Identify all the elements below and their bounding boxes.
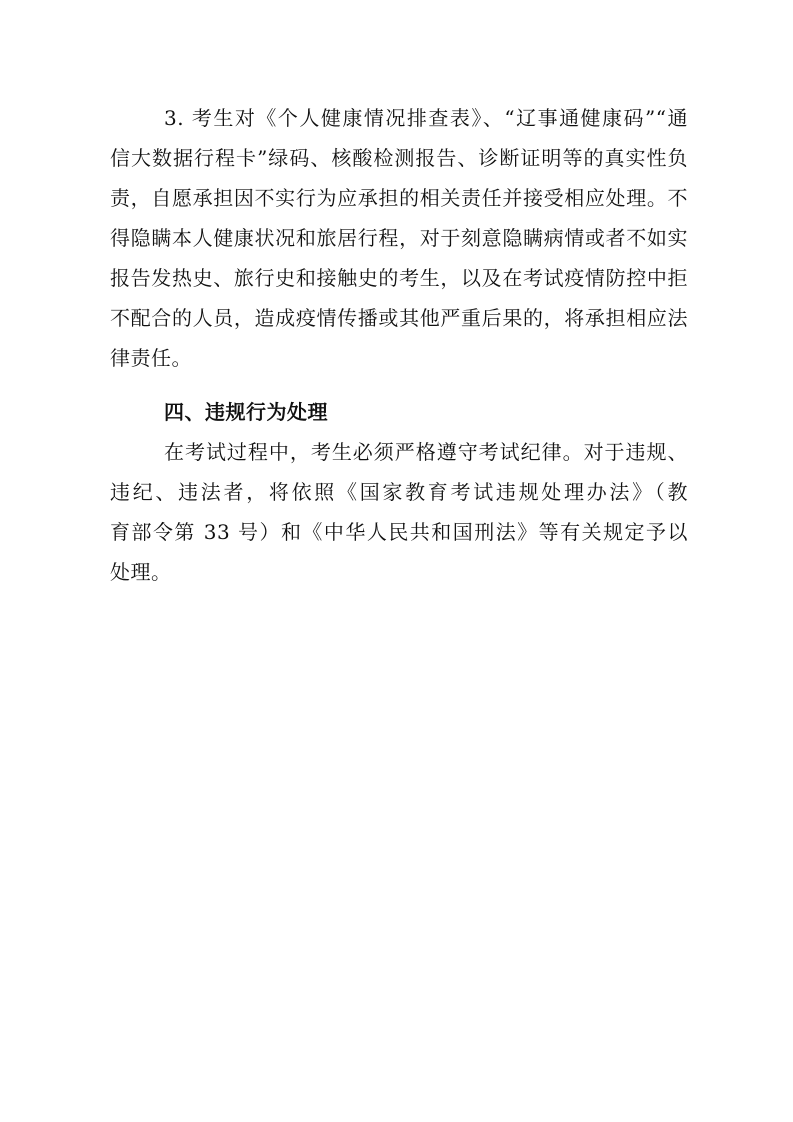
text-line: 3. 考生对《个人健康情况排查表》、“辽事通健康码”“通	[164, 106, 688, 130]
text-line: 律责任。	[110, 346, 192, 370]
text-line: 责，自愿承担因不实行为应承担的相关责任并接受相应处理。不	[110, 186, 688, 210]
text-line: 在考试过程中，考生必须严格遵守考试纪律。对于违规、	[164, 440, 688, 464]
paragraph-item-3	[110, 98, 688, 378]
text-line: 违纪、违法者，将依照《国家教育考试违规处理办法》（教	[110, 480, 688, 504]
text-line: 处理。	[110, 560, 172, 584]
text-line: 报告发热史、旅行史和接触史的考生，以及在考试疫情防控中拒	[110, 266, 688, 290]
text-line: 育部令第 33 号）和《中华人民共和国刑法》等有关规定予以	[110, 520, 688, 544]
text-line: 得隐瞒本人健康状况和旅居行程，对于刻意隐瞒病情或者不如实	[110, 226, 688, 250]
paragraph-violations	[110, 432, 688, 592]
text-line: 不配合的人员，造成疫情传播或其他严重后果的，将承担相应法	[110, 306, 688, 330]
section-heading-violations: 四、违规行为处理	[164, 400, 328, 424]
text-line: 信大数据行程卡”绿码、核酸检测报告、诊断证明等的真实性负	[110, 146, 688, 170]
